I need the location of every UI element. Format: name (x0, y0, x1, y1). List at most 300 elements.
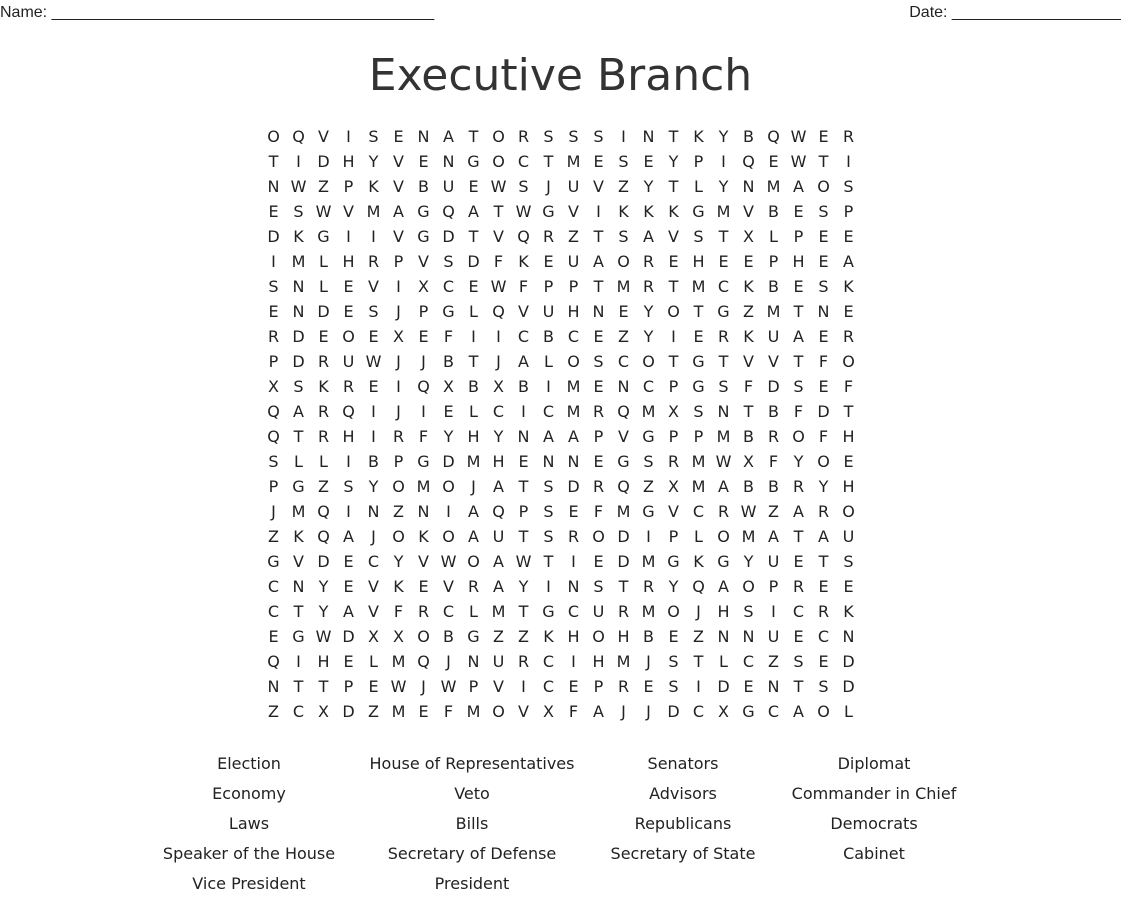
grid-letter: V (393, 152, 404, 171)
grid-letter: R (317, 427, 330, 446)
grid-letter: E (718, 252, 729, 271)
grid-letter: X (393, 627, 404, 646)
grid-letter: A (843, 252, 854, 271)
grid-letter: S (843, 177, 854, 196)
grid-letter: L (469, 302, 478, 321)
grid-letter: I (396, 277, 401, 296)
grid-letter: D (442, 452, 455, 471)
grid-letter: R (392, 427, 405, 446)
grid-letter: E (743, 677, 754, 696)
grid-letter: Y (643, 302, 654, 321)
grid-letter: Q (342, 402, 355, 421)
grid-letter: G (692, 202, 705, 221)
grid-letter: T (543, 552, 554, 571)
grid-letter: N (267, 177, 280, 196)
grid-letter: J (471, 477, 476, 496)
word-list-item: Bills (455, 814, 489, 833)
grid-letter: N (467, 652, 480, 671)
grid-letter: E (818, 327, 829, 346)
grid-letter: A (593, 702, 604, 721)
grid-letter: T (668, 352, 679, 371)
grid-letter: R (592, 477, 605, 496)
grid-letter: E (418, 577, 429, 596)
grid-letter: W (390, 677, 407, 696)
grid-letter: F (443, 327, 454, 346)
grid-letter: R (842, 327, 855, 346)
grid-letter: H (717, 602, 730, 621)
grid-letter: R (642, 577, 655, 596)
grid-letter: T (718, 352, 729, 371)
grid-letter: A (343, 602, 354, 621)
grid-letter: F (418, 427, 429, 446)
grid-letter: O (392, 477, 405, 496)
grid-letter: L (769, 227, 778, 246)
grid-letter: F (793, 402, 804, 421)
grid-letter: P (393, 252, 404, 271)
grid-letter: A (768, 527, 779, 546)
grid-letter: W (740, 502, 757, 521)
grid-letter: A (543, 427, 554, 446)
grid-letter: F (593, 502, 604, 521)
grid-letter: E (818, 227, 829, 246)
grid-letter: A (493, 552, 504, 571)
grid-letter: H (342, 152, 355, 171)
grid-letter: R (767, 427, 780, 446)
grid-letter: G (417, 227, 430, 246)
grid-letter: C (542, 677, 555, 696)
grid-letter: B (368, 452, 379, 471)
grid-letter: U (767, 327, 780, 346)
grid-letter: V (443, 577, 454, 596)
grid-letter: Y (443, 427, 454, 446)
grid-letter: Q (442, 202, 455, 221)
grid-letter: N (442, 152, 455, 171)
grid-letter: J (421, 352, 426, 371)
grid-letter: S (543, 502, 554, 521)
grid-letter: Y (643, 177, 654, 196)
grid-letter: M (466, 702, 481, 721)
grid-letter: S (793, 652, 804, 671)
grid-letter: D (342, 627, 355, 646)
grid-letter: T (818, 552, 829, 571)
grid-letter: V (743, 202, 754, 221)
grid-letter: Z (318, 477, 329, 496)
grid-letter: E (793, 627, 804, 646)
grid-letter: C (292, 702, 305, 721)
grid-letter: K (643, 202, 654, 221)
grid-letter: L (319, 277, 328, 296)
grid-letter: A (593, 252, 604, 271)
grid-letter: I (521, 402, 526, 421)
grid-letter: P (593, 427, 604, 446)
grid-letter: A (518, 352, 529, 371)
grid-letter: F (768, 452, 779, 471)
grid-letter: S (818, 202, 829, 221)
grid-letter: Y (718, 127, 729, 146)
grid-letter: I (521, 677, 526, 696)
grid-letter: I (646, 527, 651, 546)
grid-letter: G (642, 427, 655, 446)
grid-letter: T (743, 402, 754, 421)
grid-letter: C (542, 652, 555, 671)
grid-letter: E (318, 327, 329, 346)
grid-letter: R (617, 677, 630, 696)
grid-letter: E (618, 302, 629, 321)
grid-letter: I (621, 127, 626, 146)
grid-letter: Z (768, 502, 779, 521)
grid-letter: W (515, 552, 532, 571)
grid-letter: A (493, 477, 504, 496)
grid-letter: O (567, 352, 580, 371)
grid-letter: V (293, 552, 304, 571)
grid-letter: P (343, 177, 354, 196)
grid-letter: O (492, 152, 505, 171)
grid-letter: Y (743, 552, 754, 571)
grid-letter: T (518, 527, 529, 546)
grid-letter: G (467, 627, 480, 646)
grid-letter: J (396, 302, 401, 321)
grid-letter: I (671, 327, 676, 346)
grid-letter: W (440, 677, 457, 696)
grid-letter: S (293, 377, 304, 396)
grid-letter: S (268, 277, 279, 296)
grid-letter: C (267, 602, 280, 621)
grid-letter: M (691, 477, 706, 496)
grid-letter: Z (568, 227, 579, 246)
grid-letter: E (368, 377, 379, 396)
grid-letter: V (418, 252, 429, 271)
grid-letter: T (693, 302, 704, 321)
grid-letter: E (593, 552, 604, 571)
grid-letter: Y (718, 177, 729, 196)
grid-letter: E (343, 577, 354, 596)
grid-letter: U (567, 252, 580, 271)
grid-letter: N (642, 127, 655, 146)
grid-letter: F (843, 377, 854, 396)
grid-letter: H (617, 627, 630, 646)
grid-letter: J (421, 677, 426, 696)
grid-letter: C (717, 277, 730, 296)
grid-letter: H (317, 652, 330, 671)
grid-letter: U (767, 552, 780, 571)
grid-letter: J (371, 527, 376, 546)
grid-letter: Y (318, 602, 329, 621)
grid-letter: M (691, 452, 706, 471)
grid-letter: C (517, 152, 530, 171)
grid-letter: K (293, 227, 304, 246)
grid-letter: T (793, 352, 804, 371)
grid-letter: P (693, 152, 704, 171)
grid-letter: E (843, 452, 854, 471)
grid-letter: U (567, 177, 580, 196)
grid-letter: S (593, 577, 604, 596)
grid-letter: V (343, 202, 354, 221)
grid-letter: H (492, 452, 505, 471)
grid-letter: Z (318, 177, 329, 196)
grid-letter: D (567, 477, 580, 496)
grid-letter: E (343, 652, 354, 671)
grid-letter: P (668, 527, 679, 546)
grid-letter: E (643, 677, 654, 696)
grid-letter: E (268, 627, 279, 646)
grid-letter: G (717, 552, 730, 571)
grid-letter: A (718, 577, 729, 596)
grid-letter: X (543, 702, 554, 721)
grid-letter: S (543, 127, 554, 146)
grid-letter: N (367, 502, 380, 521)
grid-letter: T (293, 677, 304, 696)
grid-letter: G (692, 352, 705, 371)
grid-letter: P (393, 452, 404, 471)
grid-letter: Q (417, 377, 430, 396)
grid-letter: W (790, 152, 807, 171)
grid-letter: N (717, 627, 730, 646)
grid-letter: A (468, 502, 479, 521)
grid-letter: Y (643, 327, 654, 346)
grid-letter: M (291, 502, 306, 521)
grid-letter: A (818, 527, 829, 546)
grid-letter: W (365, 352, 382, 371)
grid-letter: E (843, 302, 854, 321)
date-field: Date: ___________________ (909, 4, 1121, 21)
grid-letter: E (818, 577, 829, 596)
grid-letter: U (542, 302, 555, 321)
grid-letter: V (393, 227, 404, 246)
grid-letter: B (468, 377, 479, 396)
grid-letter: E (818, 377, 829, 396)
grid-letter: E (668, 252, 679, 271)
grid-letter: K (418, 527, 429, 546)
grid-letter: K (743, 277, 754, 296)
grid-letter: U (492, 652, 505, 671)
grid-letter: S (668, 652, 679, 671)
grid-letter: I (371, 402, 376, 421)
grid-letter: N (267, 677, 280, 696)
grid-letter: R (642, 277, 655, 296)
grid-letter: N (292, 577, 305, 596)
word-list-item: Election (217, 754, 281, 773)
grid-letter: T (468, 352, 479, 371)
grid-letter: R (792, 477, 805, 496)
grid-letter: T (718, 227, 729, 246)
grid-letter: M (716, 427, 731, 446)
grid-letter: N (517, 427, 530, 446)
grid-letter: I (296, 152, 301, 171)
grid-letter: B (743, 127, 754, 146)
word-list-item: Republicans (634, 814, 732, 833)
grid-letter: D (317, 152, 330, 171)
grid-letter: N (567, 577, 580, 596)
word-list-item: Laws (228, 814, 270, 833)
grid-letter: T (668, 177, 679, 196)
grid-letter: D (717, 677, 730, 696)
word-list-item: Secretary of Defense (387, 844, 557, 863)
grid-letter: J (621, 702, 626, 721)
grid-letter: Q (517, 227, 530, 246)
grid-letter: T (468, 127, 479, 146)
grid-letter: I (571, 652, 576, 671)
grid-letter: C (442, 602, 455, 621)
grid-letter: G (442, 302, 455, 321)
grid-letter: K (618, 202, 629, 221)
grid-letter: D (317, 302, 330, 321)
grid-letter: W (440, 552, 457, 571)
grid-letter: S (343, 477, 354, 496)
grid-letter: M (466, 452, 481, 471)
grid-letter: R (617, 602, 630, 621)
grid-letter: S (718, 377, 729, 396)
grid-letter: E (793, 552, 804, 571)
grid-letter: S (818, 677, 829, 696)
grid-letter: R (417, 602, 430, 621)
grid-letter: B (768, 202, 779, 221)
grid-letter: T (793, 302, 804, 321)
grid-letter: V (668, 227, 679, 246)
grid-letter: R (842, 127, 855, 146)
grid-letter: Y (318, 577, 329, 596)
grid-letter: E (793, 277, 804, 296)
word-list-item: Democrats (830, 814, 918, 833)
grid-letter: V (393, 177, 404, 196)
grid-letter: Q (617, 477, 630, 496)
grid-letter: C (442, 277, 455, 296)
grid-letter: S (543, 527, 554, 546)
grid-letter: D (667, 702, 680, 721)
grid-letter: S (368, 302, 379, 321)
grid-letter: Z (393, 502, 404, 521)
grid-letter: R (317, 352, 330, 371)
grid-letter: L (469, 602, 478, 621)
grid-letter: E (568, 677, 579, 696)
grid-letter: F (568, 702, 579, 721)
grid-letter: O (667, 602, 680, 621)
grid-letter: C (692, 702, 705, 721)
grid-letter: Q (492, 302, 505, 321)
grid-letter: T (293, 602, 304, 621)
grid-letter: M (766, 302, 781, 321)
grid-letter: F (818, 352, 829, 371)
grid-letter: V (518, 702, 529, 721)
letter-grid (261, 124, 861, 724)
grid-letter: B (768, 402, 779, 421)
grid-letter: I (571, 552, 576, 571)
grid-letter: L (544, 352, 553, 371)
grid-letter: Z (743, 302, 754, 321)
grid-letter: R (792, 577, 805, 596)
grid-letter: N (417, 127, 430, 146)
grid-letter: S (518, 177, 529, 196)
grid-letter: J (271, 502, 276, 521)
grid-letter: O (667, 302, 680, 321)
grid-letter: A (643, 227, 654, 246)
grid-letter: R (642, 252, 655, 271)
grid-letter: K (693, 552, 704, 571)
grid-letter: N (542, 452, 555, 471)
grid-letter: M (741, 527, 756, 546)
grid-letter: C (542, 402, 555, 421)
grid-letter: A (568, 427, 579, 446)
grid-letter: C (267, 577, 280, 596)
grid-letter: D (617, 527, 630, 546)
grid-letter: I (596, 202, 601, 221)
grid-letter: I (446, 502, 451, 521)
grid-letter: E (843, 227, 854, 246)
grid-letter: E (268, 202, 279, 221)
grid-letter: E (368, 327, 379, 346)
word-list-item: Secretary of State (610, 844, 756, 863)
grid-letter: Q (267, 427, 280, 446)
grid-letter: H (592, 652, 605, 671)
grid-letter: R (517, 652, 530, 671)
grid-letter: I (371, 427, 376, 446)
grid-letter: R (317, 402, 330, 421)
word-list-item: House of Representatives (369, 754, 575, 773)
grid-letter: Z (618, 327, 629, 346)
grid-letter: O (817, 702, 830, 721)
grid-letter: R (717, 502, 730, 521)
grid-letter: E (418, 152, 429, 171)
grid-letter: K (368, 177, 379, 196)
grid-letter: E (593, 327, 604, 346)
grid-letter: D (292, 352, 305, 371)
grid-letter: O (617, 252, 630, 271)
grid-letter: S (743, 602, 754, 621)
grid-letter: I (296, 652, 301, 671)
grid-letter: B (743, 427, 754, 446)
grid-letter: A (468, 202, 479, 221)
grid-letter: O (742, 577, 755, 596)
grid-letter: W (490, 177, 507, 196)
grid-letter: E (593, 377, 604, 396)
grid-letter: I (546, 577, 551, 596)
grid-letter: F (818, 427, 829, 446)
grid-letter: V (493, 227, 504, 246)
grid-letter: E (443, 402, 454, 421)
grid-letter: P (768, 252, 779, 271)
grid-letter: Q (292, 127, 305, 146)
grid-letter: A (443, 127, 454, 146)
grid-letter: E (843, 577, 854, 596)
grid-letter: D (467, 252, 480, 271)
grid-letter: P (793, 227, 804, 246)
grid-letter: O (717, 527, 730, 546)
grid-letter: B (768, 477, 779, 496)
grid-letter: X (493, 377, 504, 396)
grid-letter: R (517, 127, 530, 146)
grid-letter: K (318, 377, 329, 396)
page-title: Executive Branch (368, 50, 753, 101)
grid-letter: N (817, 302, 830, 321)
grid-letter: M (491, 602, 506, 621)
grid-letter: Q (267, 652, 280, 671)
grid-letter: C (692, 502, 705, 521)
grid-letter: S (593, 352, 604, 371)
grid-letter: B (418, 177, 429, 196)
grid-letter: E (343, 277, 354, 296)
grid-letter: X (418, 277, 429, 296)
grid-letter: W (490, 277, 507, 296)
grid-letter: Q (767, 127, 780, 146)
grid-letter: F (518, 277, 529, 296)
grid-letter: Z (268, 527, 279, 546)
grid-letter: R (567, 527, 580, 546)
grid-letter: F (743, 377, 754, 396)
grid-letter: J (546, 177, 551, 196)
grid-letter: V (368, 602, 379, 621)
grid-letter: E (518, 452, 529, 471)
grid-letter: H (567, 302, 580, 321)
grid-letter: Z (268, 702, 279, 721)
